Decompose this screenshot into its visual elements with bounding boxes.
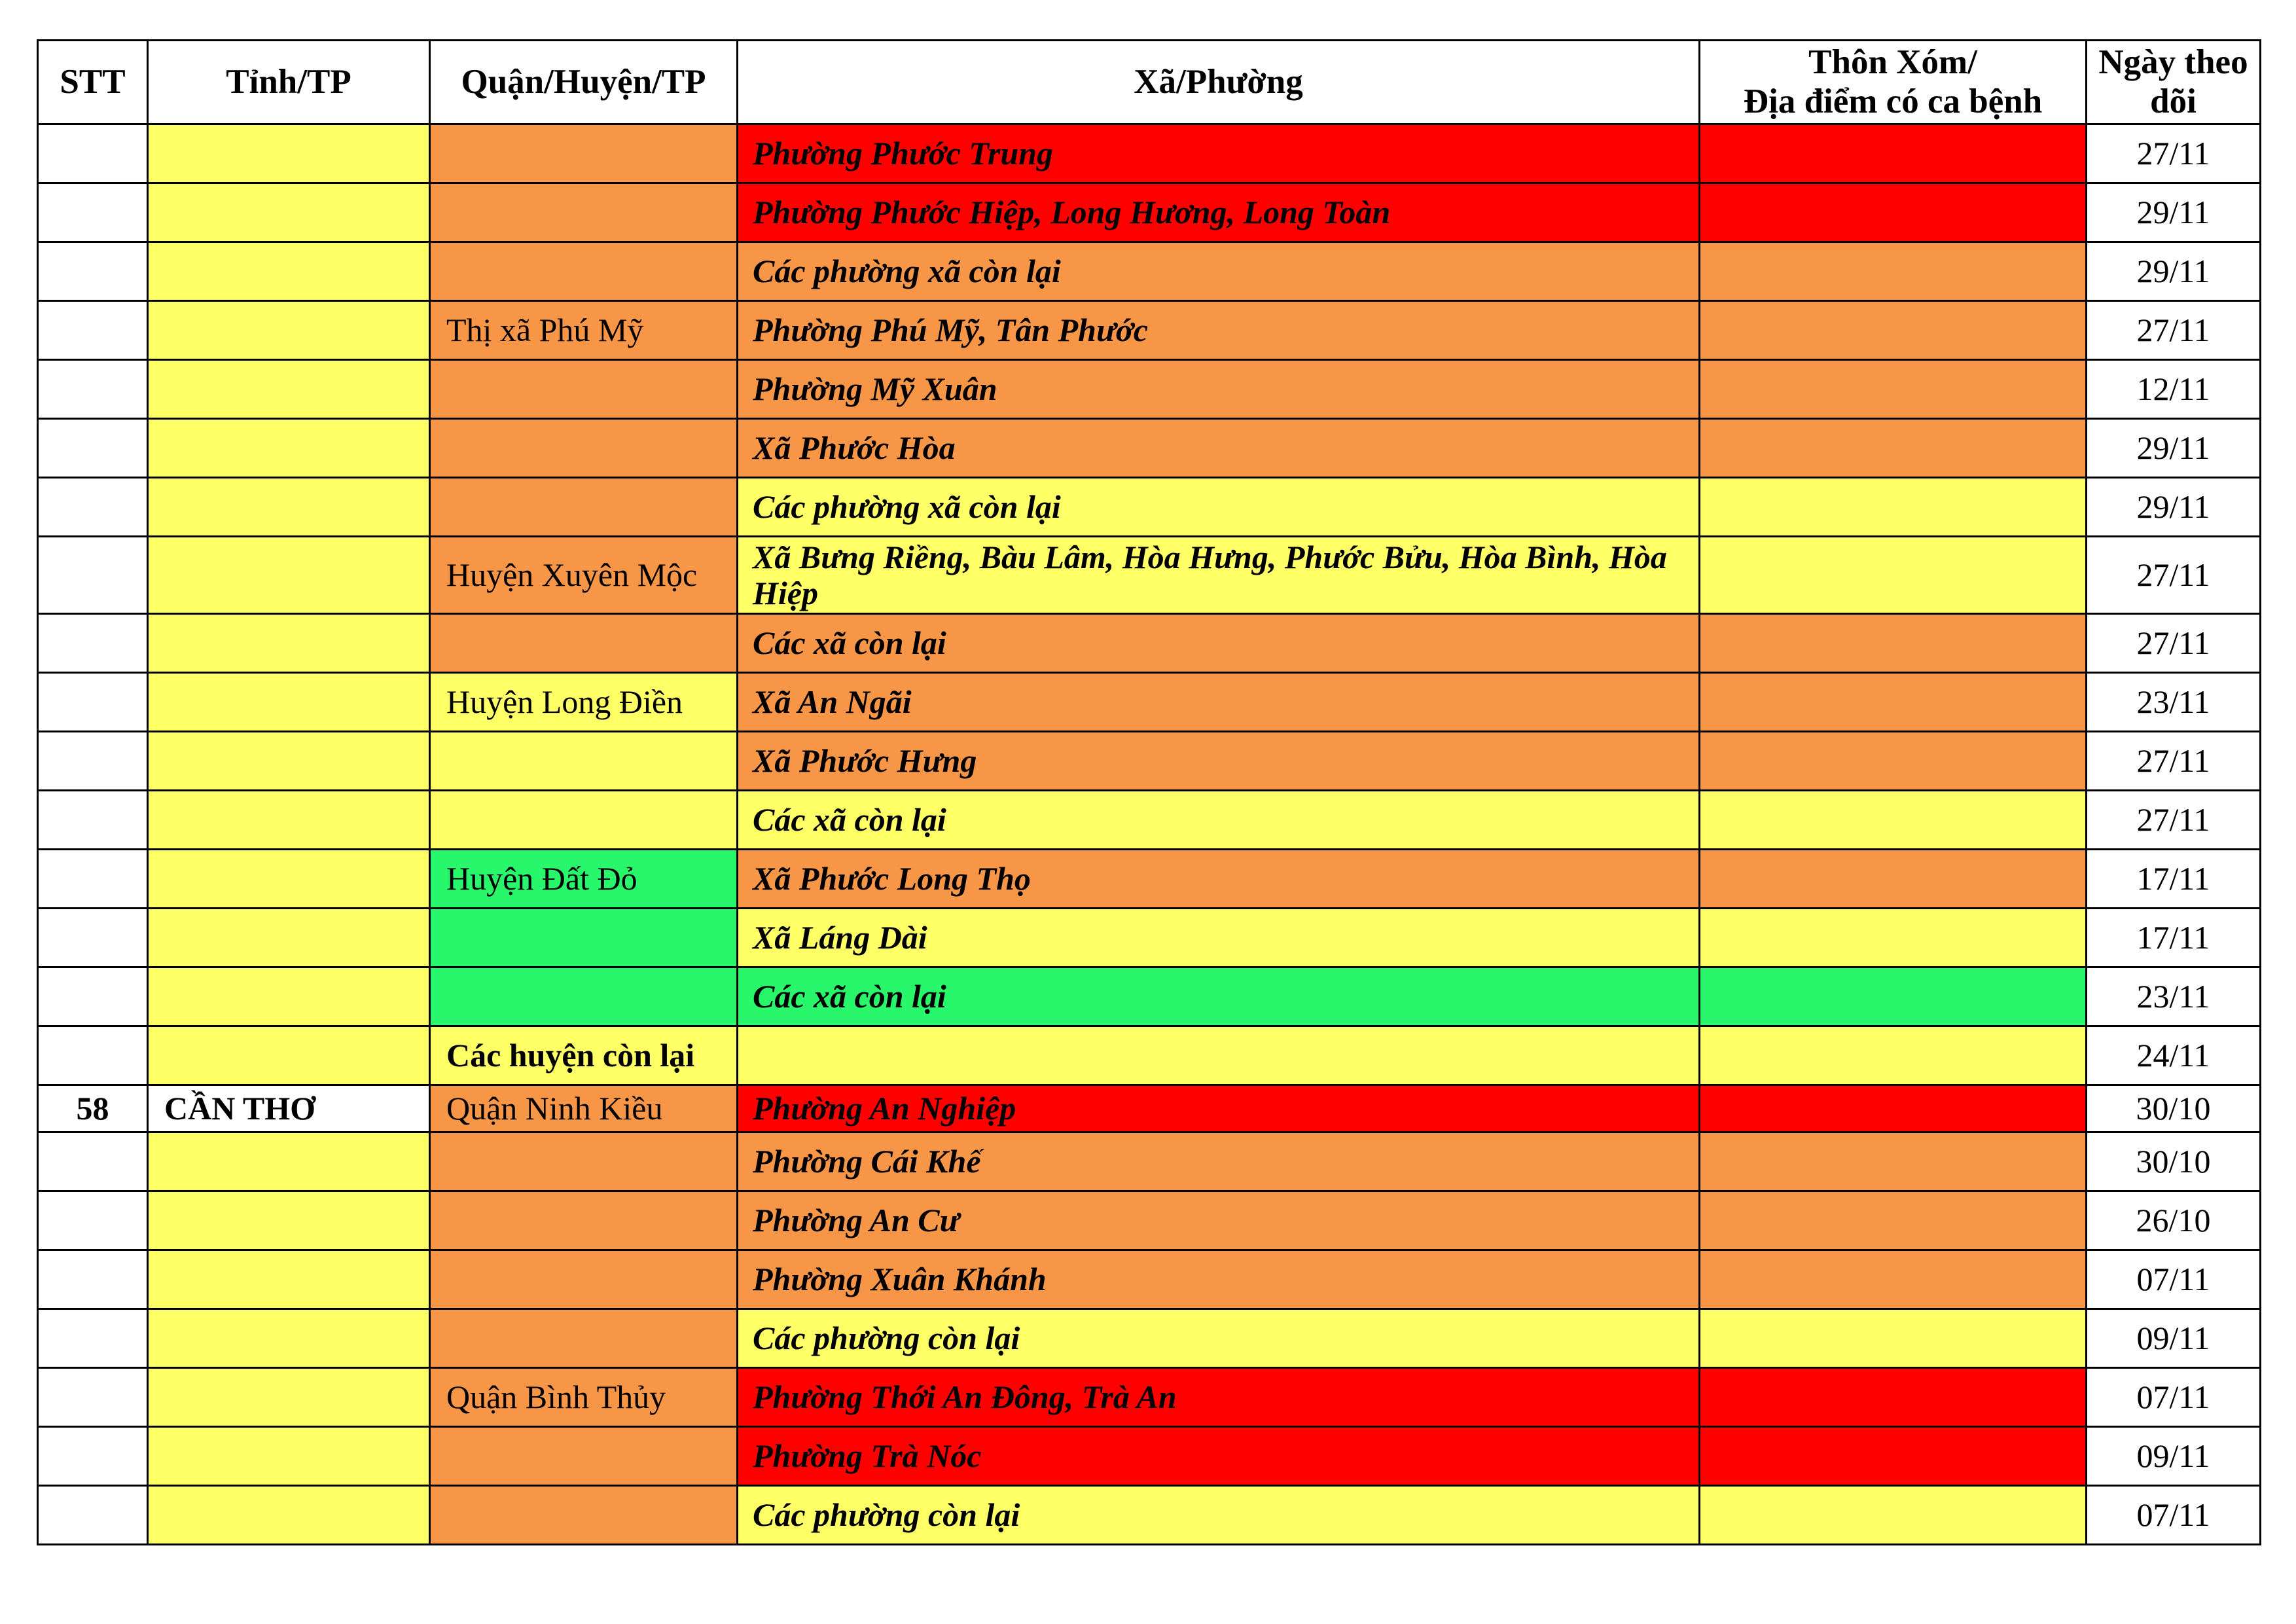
table-row xyxy=(38,1368,2261,1427)
hamlet-cell xyxy=(1700,419,2087,478)
date-cell: 27/11 xyxy=(2087,614,2261,673)
date-cell: 09/11 xyxy=(2087,1309,2261,1368)
stt-cell xyxy=(38,732,148,791)
table-row xyxy=(38,1486,2261,1545)
commune-cell: Xã Láng Dài xyxy=(738,909,1700,967)
province-cell xyxy=(148,419,430,478)
table-row xyxy=(38,1132,2261,1191)
table-row xyxy=(38,1191,2261,1250)
hamlet-cell xyxy=(1700,1085,2087,1132)
stt-cell xyxy=(38,1132,148,1191)
commune-cell: Các xã còn lại xyxy=(738,967,1700,1026)
district-cell: Huyện Long Điền xyxy=(430,673,738,732)
province-cell xyxy=(148,1026,430,1085)
header-row xyxy=(38,41,2261,124)
stt-cell xyxy=(38,1026,148,1085)
table-row xyxy=(38,478,2261,537)
table-row xyxy=(38,850,2261,909)
commune-cell: Xã An Ngãi xyxy=(738,673,1700,732)
date-cell: 23/11 xyxy=(2087,673,2261,732)
commune-cell: Các xã còn lại xyxy=(738,614,1700,673)
date-cell: 17/11 xyxy=(2087,909,2261,967)
table-row xyxy=(38,1309,2261,1368)
table-header xyxy=(38,41,2261,124)
table-row xyxy=(38,242,2261,301)
hamlet-cell xyxy=(1700,360,2087,419)
table-row xyxy=(38,673,2261,732)
hamlet-cell xyxy=(1700,537,2087,614)
date-cell: 30/10 xyxy=(2087,1132,2261,1191)
province-cell xyxy=(148,242,430,301)
stt-cell xyxy=(38,1191,148,1250)
commune-cell: Phường Xuân Khánh xyxy=(738,1250,1700,1309)
monitoring-table xyxy=(37,39,2261,1545)
province-cell xyxy=(148,909,430,967)
column-header-hamlet-line1: Thôn Xóm/ xyxy=(1808,43,1977,82)
commune-cell: Các phường còn lại xyxy=(738,1309,1700,1368)
table-row xyxy=(38,419,2261,478)
date-cell: 07/11 xyxy=(2087,1486,2261,1545)
stt-cell xyxy=(38,360,148,419)
hamlet-cell xyxy=(1700,791,2087,850)
stt-cell xyxy=(38,673,148,732)
hamlet-cell xyxy=(1700,1427,2087,1486)
table-row xyxy=(38,1026,2261,1085)
district-cell xyxy=(430,478,738,537)
hamlet-cell xyxy=(1700,1368,2087,1427)
column-header-commune: Xã/Phường xyxy=(738,41,1700,124)
hamlet-cell xyxy=(1700,850,2087,909)
stt-cell xyxy=(38,909,148,967)
hamlet-cell xyxy=(1700,1250,2087,1309)
district-cell: Thị xã Phú Mỹ xyxy=(430,301,738,360)
column-header-monitoring-date: Ngày theo dõi xyxy=(2087,41,2261,124)
commune-cell: Các phường xã còn lại xyxy=(738,478,1700,537)
table-row xyxy=(38,1250,2261,1309)
hamlet-cell xyxy=(1700,183,2087,242)
hamlet-cell xyxy=(1700,478,2087,537)
table-row xyxy=(38,967,2261,1026)
commune-cell: Phường Trà Nóc xyxy=(738,1427,1700,1486)
district-cell xyxy=(430,909,738,967)
date-cell: 07/11 xyxy=(2087,1250,2261,1309)
province-cell xyxy=(148,1132,430,1191)
stt-cell xyxy=(38,1368,148,1427)
hamlet-cell xyxy=(1700,242,2087,301)
province-cell xyxy=(148,1250,430,1309)
column-header-province: Tỉnh/TP xyxy=(148,41,430,124)
date-cell: 27/11 xyxy=(2087,537,2261,614)
date-cell: 27/11 xyxy=(2087,301,2261,360)
commune-cell: Xã Phước Hòa xyxy=(738,419,1700,478)
stt-cell xyxy=(38,1427,148,1486)
district-cell xyxy=(430,1427,738,1486)
table-row xyxy=(38,183,2261,242)
district-cell: Huyện Xuyên Mộc xyxy=(430,537,738,614)
district-cell xyxy=(430,732,738,791)
commune-cell: Các xã còn lại xyxy=(738,791,1700,850)
commune-cell: Phường Cái Khế xyxy=(738,1132,1700,1191)
stt-cell xyxy=(38,1486,148,1545)
table-row xyxy=(38,537,2261,614)
table-row xyxy=(38,909,2261,967)
hamlet-cell xyxy=(1700,732,2087,791)
province-cell xyxy=(148,1486,430,1545)
province-cell xyxy=(148,183,430,242)
stt-cell xyxy=(38,478,148,537)
district-cell xyxy=(430,419,738,478)
hamlet-cell xyxy=(1700,1026,2087,1085)
hamlet-cell xyxy=(1700,614,2087,673)
stt-cell xyxy=(38,301,148,360)
column-header-stt: STT xyxy=(38,41,148,124)
hamlet-cell xyxy=(1700,1486,2087,1545)
stt-cell xyxy=(38,791,148,850)
commune-cell xyxy=(738,1026,1700,1085)
province-cell xyxy=(148,614,430,673)
table-row xyxy=(38,360,2261,419)
date-cell: 17/11 xyxy=(2087,850,2261,909)
commune-cell: Phường An Nghiệp xyxy=(738,1085,1700,1132)
hamlet-cell xyxy=(1700,124,2087,183)
commune-cell: Phường Phước Trung xyxy=(738,124,1700,183)
table-body xyxy=(38,124,2261,1545)
district-cell: Các huyện còn lại xyxy=(430,1026,738,1085)
hamlet-cell xyxy=(1700,909,2087,967)
date-cell: 27/11 xyxy=(2087,124,2261,183)
commune-cell: Phường Phú Mỹ, Tân Phước xyxy=(738,301,1700,360)
stt-cell xyxy=(38,242,148,301)
district-cell xyxy=(430,124,738,183)
province-cell xyxy=(148,360,430,419)
column-header-hamlet xyxy=(1700,41,2087,124)
district-cell xyxy=(430,614,738,673)
commune-cell: Xã Phước Long Thọ xyxy=(738,850,1700,909)
column-header-hamlet-line2: Địa điểm có ca bệnh xyxy=(1743,82,2043,120)
commune-cell: Phường Thới An Đông, Trà An xyxy=(738,1368,1700,1427)
stt-cell xyxy=(38,1309,148,1368)
district-cell xyxy=(430,242,738,301)
table-row xyxy=(38,1427,2261,1486)
date-cell: 30/10 xyxy=(2087,1085,2261,1132)
district-cell xyxy=(430,1486,738,1545)
stt-cell xyxy=(38,124,148,183)
hamlet-cell xyxy=(1700,673,2087,732)
district-cell: Huyện Đất Đỏ xyxy=(430,850,738,909)
district-cell xyxy=(430,1132,738,1191)
stt-cell xyxy=(38,850,148,909)
district-cell xyxy=(430,1309,738,1368)
stt-cell xyxy=(38,614,148,673)
district-cell xyxy=(430,183,738,242)
province-cell xyxy=(148,673,430,732)
province-cell xyxy=(148,1191,430,1250)
commune-cell: Phường Phước Hiệp, Long Hương, Long Toàn xyxy=(738,183,1700,242)
date-cell: 07/11 xyxy=(2087,1368,2261,1427)
date-cell: 23/11 xyxy=(2087,967,2261,1026)
province-cell xyxy=(148,478,430,537)
district-cell: Quận Ninh Kiều xyxy=(430,1085,738,1132)
date-cell: 24/11 xyxy=(2087,1026,2261,1085)
date-cell: 29/11 xyxy=(2087,419,2261,478)
province-cell xyxy=(148,301,430,360)
date-cell: 29/11 xyxy=(2087,242,2261,301)
stt-cell xyxy=(38,967,148,1026)
province-cell xyxy=(148,732,430,791)
date-cell: 29/11 xyxy=(2087,183,2261,242)
table-row xyxy=(38,301,2261,360)
hamlet-cell xyxy=(1700,1191,2087,1250)
province-cell xyxy=(148,1368,430,1427)
table-row xyxy=(38,124,2261,183)
hamlet-cell xyxy=(1700,1132,2087,1191)
province-cell xyxy=(148,1427,430,1486)
district-cell: Quận Bình Thủy xyxy=(430,1368,738,1427)
province-cell xyxy=(148,791,430,850)
province-cell xyxy=(148,537,430,614)
province-cell xyxy=(148,124,430,183)
commune-cell: Xã Phước Hưng xyxy=(738,732,1700,791)
district-cell xyxy=(430,1191,738,1250)
commune-cell: Các phường còn lại xyxy=(738,1486,1700,1545)
hamlet-cell xyxy=(1700,1309,2087,1368)
stt-cell xyxy=(38,1250,148,1309)
table-row xyxy=(38,1085,2261,1132)
district-cell xyxy=(430,1250,738,1309)
district-cell xyxy=(430,360,738,419)
district-cell xyxy=(430,791,738,850)
district-cell xyxy=(430,967,738,1026)
hamlet-cell xyxy=(1700,301,2087,360)
province-cell xyxy=(148,1309,430,1368)
date-cell: 27/11 xyxy=(2087,791,2261,850)
stt-cell xyxy=(38,183,148,242)
table-row xyxy=(38,791,2261,850)
commune-cell: Phường An Cư xyxy=(738,1191,1700,1250)
date-cell: 29/11 xyxy=(2087,478,2261,537)
date-cell: 26/10 xyxy=(2087,1191,2261,1250)
date-cell: 27/11 xyxy=(2087,732,2261,791)
province-cell xyxy=(148,850,430,909)
hamlet-cell xyxy=(1700,967,2087,1026)
commune-cell: Các phường xã còn lại xyxy=(738,242,1700,301)
commune-cell: Phường Mỹ Xuân xyxy=(738,360,1700,419)
stt-cell xyxy=(38,419,148,478)
stt-cell: 58 xyxy=(38,1085,148,1132)
column-header-district: Quận/Huyện/TP xyxy=(430,41,738,124)
table-row xyxy=(38,614,2261,673)
province-cell xyxy=(148,967,430,1026)
commune-cell: Xã Bưng Riềng, Bàu Lâm, Hòa Hưng, Phước Bửu, Hòa Bình, Hòa Hiệp xyxy=(738,537,1700,614)
table-row xyxy=(38,732,2261,791)
date-cell: 09/11 xyxy=(2087,1427,2261,1486)
province-cell: CẦN THƠ xyxy=(148,1085,430,1132)
stt-cell xyxy=(38,537,148,614)
date-cell: 12/11 xyxy=(2087,360,2261,419)
